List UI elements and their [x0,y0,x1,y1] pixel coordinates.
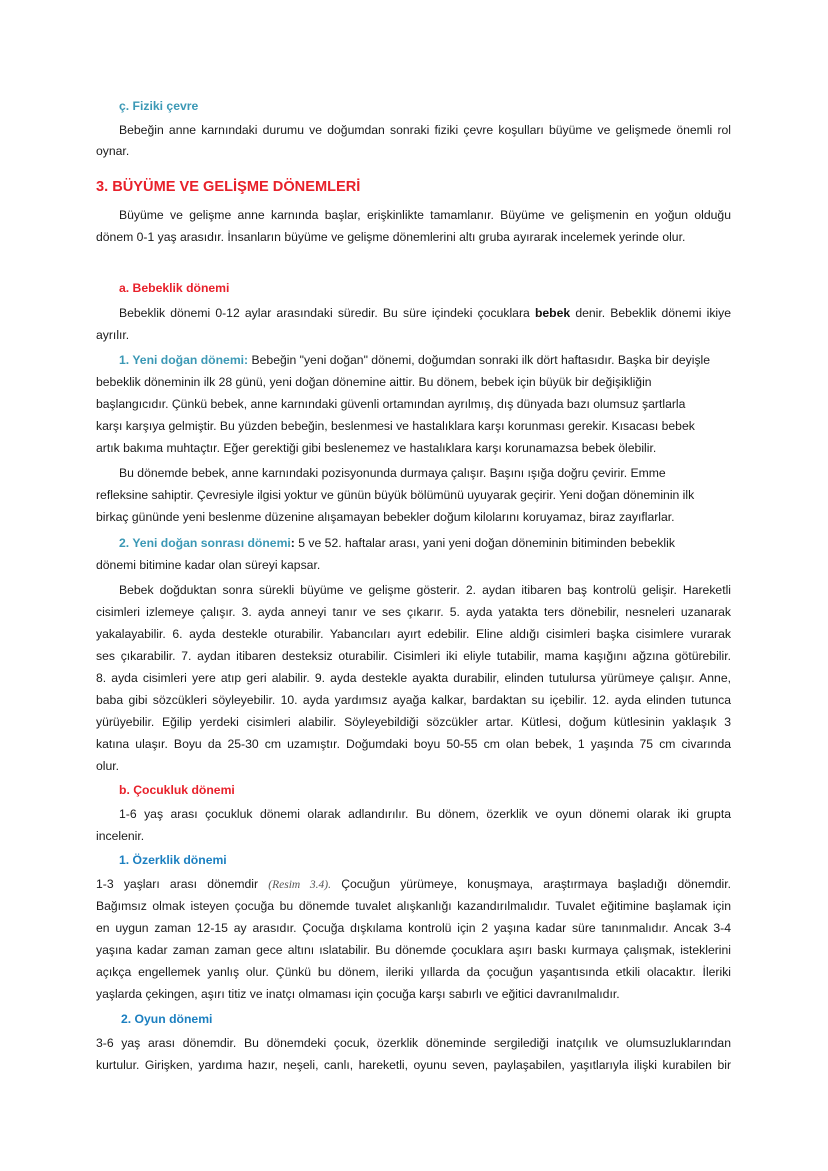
text: 1-3 yaşları arası dönemdir [96,877,269,891]
paragraph-line: başlangıcıdır. Çünkü bebek, anne karnındaki güvenli ortamından ayrılmış, dış dünyada bazı olumsuz şartlarla [96,397,686,411]
paragraph-line: katına ulaşır. Boyu da 25-30 cm uzamıştır. Doğumdaki boyu 50-55 cm olan bebek, 1 yaşında 75 cm civarında [96,737,731,751]
subheading-yeni-dogan: 1. Yeni doğan dönemi: [119,353,249,367]
text: Bebeğin "yeni doğan" dönemi, doğumdan sonraki ilk dört haftasıdır. Başka bir deyişle [248,353,711,367]
paragraph-line: baba gibi sözcükleri söyleyebilir. 10. ayda yardımsız ayağa kalkar, bardaktan su içebilir. 12. ayda elinden tutunca [96,693,731,707]
paragraph-line: Bu dönemde bebek, anne karnındaki pozisyonunda durmaya çalışır. Başını ışığa doğru çevirir. Emme [119,466,666,480]
paragraph-line: Bebeğin anne karnındaki durumu ve doğumdan sonraki fiziki çevre koşulları büyüme ve gelişmede önemli rol [119,123,731,137]
heading-cocukluk-donemi: b. Çocukluk dönemi [119,783,235,797]
paragraph-line: kurtulur. Girişken, yardıma hazır, neşeli, canlı, hareketli, oyunu seven, paylaşabilen, yaşıtlarıyla ilişki kurabilen bir [96,1058,731,1072]
paragraph-line: yürüyebilir. Eğilip yerdeki cisimleri alabilir. Söyleyebildiği sözcükler artar. Kütlesi, doğum kütlesinin yaklaşık 3 [96,715,731,729]
colon: : [290,536,295,550]
paragraph-line [96,876,731,893]
text: Bebeklik dönemi 0-12 aylar arasındaki süredir. Bu süre içindeki çocuklara [119,306,535,320]
heading-bebeklik-donemi: a. Bebeklik dönemi [119,281,230,295]
paragraph-line [119,352,710,368]
paragraph-line: oynar. [96,144,130,158]
text: Çocuğun yürümeye, konuşmaya, araştırmaya başladığı dönemdir. [330,877,731,891]
paragraph-line: yakalayabilir. 6. ayda destekle oturabilir. Yabancıları ayırt edebilir. Eline aldığı cisimleri başka cisimlere vurarak [96,627,731,641]
paragraph-line: ses çıkarabilir. 7. aydan itibaren desteksiz oturabilir. Cisimleri iki eliyle tutabilir, mama kaşığını ağzına götürebilir. [96,649,731,663]
paragraph-line [96,305,731,321]
paragraph-line: Bağımsız olmak isteyen çocuğa bu dönemde tuvalet alışkanlığı kazandırılmalıdır. Tuvalet eğitimine başlamak için [96,899,731,913]
paragraph-line: refleksine sahiptir. Çevresiyle ilgisi yoktur ve günün büyük bölümünü uyuyarak geçirir. Yeni doğan döneminin ilk [96,488,695,502]
section-title: 3. BÜYÜME VE GELİŞME DÖNEMLERİ [96,179,361,195]
heading-oyun-donemi: 2. Oyun dönemi [121,1012,213,1026]
paragraph-line: 8. ayda cisimleri yere atıp geri alabilir. 9. ayda destekle ayakta durabilir, elinden tutulursa yürümeye çalışır. Anne, [96,671,731,685]
subheading-yeni-dogan-sonrasi: 2. Yeni doğan sonrası dönemi [119,536,291,550]
paragraph-line: bebeklik döneminin ilk 28 günü, yeni doğan dönemine aittir. Bu dönem, bebek için büyük bir değişikliğin [96,375,652,389]
paragraph-line: en uygun zaman 12-15 ay arasıdır. Çocuğa dışkılama kontrolü için 2 yaşına kadar süre tanınmalıdır. Ancak 3-4 [96,921,731,935]
heading-fiziki-cevre: ç. Fiziki çevre [119,99,199,113]
paragraph-line: açıkça engellemek yanlış olur. Çünkü bu dönem, ileriki yıllarda da çocuğun yaşantısında etkili olacaktır. İleriki [96,965,731,979]
paragraph-line: yaşına kadar zaman zaman gece altını ıslatabilir. Bu dönemde çocuklara aşırı baskı kurmaya çalışmak, isteklerini [96,943,731,957]
heading-ozerklik-donemi: 1. Özerklik dönemi [119,853,227,867]
paragraph-line: dönemi bitimine kadar olan süreyi kapsar. [96,558,321,572]
text: 5 ve 52. haftalar arası, yani yeni doğan döneminin bitiminden bebeklik [294,536,675,550]
text: denir. Bebeklik dönemi ikiye [570,306,731,320]
figure-reference: (Resim 3.4). [268,879,331,891]
paragraph-line: cisimleri izlemeye çalışır. 3. ayda anneyi tanır ve ses çıkarır. 5. ayda yatakta ters dönebilir, nesneleri uzanarak [96,605,731,619]
paragraph-line: artık bakıma muhtaçtır. Eğer gerektiği gibi beslenemez ve hastalıklara karşı korunamazsa bebek ölebilir. [96,441,657,455]
paragraph-line: birkaç gününde yeni beslenme düzenine alışamayan bebekler doğum kilolarını koruyamaz, biraz zayıflarlar. [96,510,675,524]
paragraph-line: 1-6 yaş arası çocukluk dönemi olarak adlandırılır. Bu dönem, özerklik ve oyun dönemi olarak iki grupta [119,807,731,821]
paragraph-line: karşı karşıya gelmiştir. Bu yüzden bebeğin, beslenmesi ve hastalıklara karşı korunması gerekir. Kısacası bebek [96,419,695,433]
paragraph-line: incelenir. [96,829,145,843]
paragraph-line [119,535,675,551]
paragraph-line: yaşlarda çekingen, aşırı titiz ve inatçı olmaması için çocuğa karşı sabırlı ve eğitici davranılmalıdır. [96,987,620,1001]
paragraph-line: ayrılır. [96,328,130,342]
paragraph-line: 3-6 yaş arası dönemdir. Bu dönemdeki çocuk, özerklik döneminde sergilediği inatçılık ve olumsuzluklarından [96,1036,731,1050]
paragraph-line: dönem 0-1 yaş arasıdır. İnsanların büyüme ve gelişme dönemlerini altı gruba ayırarak incelemek yerinde olur. [96,230,686,244]
bold-term: bebek [534,306,571,320]
paragraph-line: Bebek doğduktan sonra sürekli büyüme ve gelişme gösterir. 2. aydan itibaren baş kontrolü gelişir. Hareketli [119,583,731,597]
paragraph-line: olur. [96,759,120,773]
paragraph-line: Büyüme ve gelişme anne karnında başlar, erişkinlikte tamamlanır. Büyüme ve gelişmenin en yoğun olduğu [119,208,731,222]
